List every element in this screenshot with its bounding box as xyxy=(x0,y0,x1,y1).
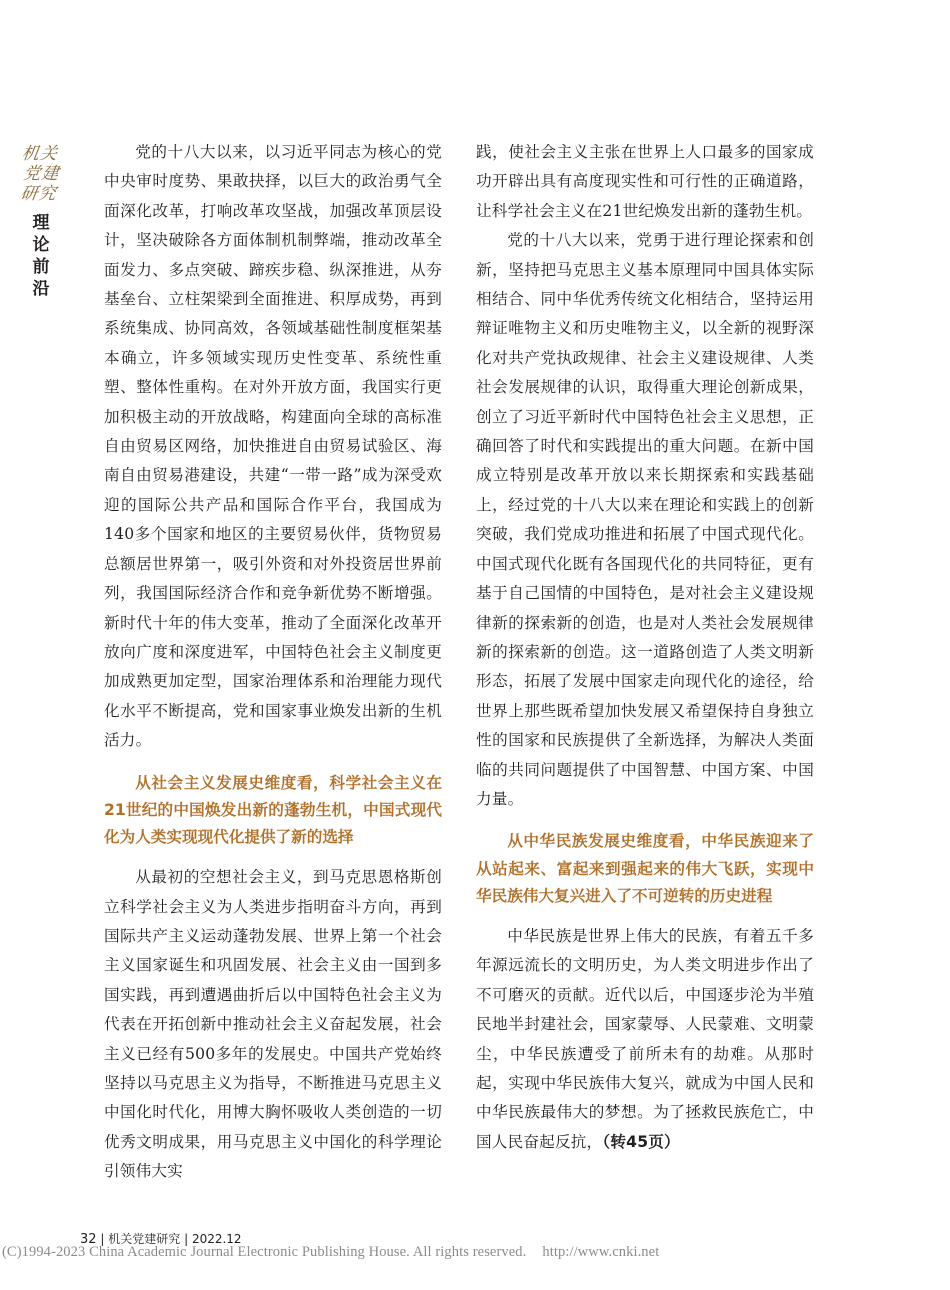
section-heading: 从社会主义发展史维度看，科学社会主义在21世纪的中国焕发出新的蓬勃生机，中国式现代化为人类实现现代化提供了新的选择 xyxy=(104,773,442,846)
logo-line-1: 机关 xyxy=(20,144,60,164)
left-column xyxy=(104,138,442,1187)
paragraph-text: 中华民族是世界上伟大的民族，有着五千多年源远流长的文明历史，为人类文明进步作出了不可磨灭的贡献。近代以后，中国逐步沦为半殖民地半封建社会，国家蒙辱、人民蒙难、文明蒙尘，中华民族遭受了前所未有的劫难。从那时起，实现中华民族伟大复兴，就成为中国人民和中华民族最伟大的梦想。为了拯救民族危亡，中国人民奋起反抗， xyxy=(476,926,814,1151)
section-char: 理 xyxy=(32,213,50,233)
footer-separator-icon: | xyxy=(184,1232,192,1246)
journal-name: 机关党建研究 xyxy=(108,1232,181,1246)
right-column xyxy=(476,138,814,1157)
copyright-text: (C)1994-2023 China Academic Journal Electronic Publishing House. All rights reserved. xyxy=(2,1244,527,1260)
issue-number: 2022.12 xyxy=(191,1232,242,1246)
section-char: 论 xyxy=(32,235,50,255)
footer-separator-icon: | xyxy=(100,1232,109,1246)
logo-line-2: 党建研究 xyxy=(19,164,61,204)
continued-note: （转45页） xyxy=(602,1132,680,1151)
paragraph: 党的十八大以来，党勇于进行理论探索和创新，坚持把马克思主义基本原理同中国具体实际相结合、同中华优秀传统文化相结合，坚持运用辩证唯物主义和历史唯物主义，以全新的视野深化对共产党执政规律、社会主义建设规律、人类社会发展规律的认识，取得重大理论创新成果，创立了习近平新时代中国特色社会主义思想，正确回答了时代和实践提出的重大问题。在新中国成立特别是改革开放以来长期探索和实践基础上，经过党的十八大以来在理论和实践上的创新突破，我们党成功推进和拓展了中国式现代化。中国式现代化既有各国现代化的共同特征，更有基于自己国情的中国特色，是对社会主义建设规律新的探索新的创造，也是对人类社会发展规律新的探索新的创造。这一道路创造了人类文明新形态，拓展了发展中国家走向现代化的途径，给世界上那些既希望加快发展又希望保持自身独立性的国家和民族提供了全新选择，为解决人类面临的共同问题提供了中国智慧、中国方案、中国力量。 xyxy=(476,231,814,808)
paragraph xyxy=(476,922,814,1157)
section-char: 前 xyxy=(32,257,50,277)
paragraph: 从最初的空想社会主义，到马克思恩格斯创立科学社会主义为人类进步指明奋斗方向，再到国际共产主义运动蓬勃发展、世界上第一个社会主义国家诞生和巩固发展、社会主义由一国到多国实践，再到遭遇曲折后以中国特色社会主义为代表在开拓创新中推动社会主义奋起发展，社会主义已经有500多年的发展史。中国共产党始终坚持以马克思主义为指导，不断推进马克思主义中国化时代化，用博大胸怀吸收人类创造的一切优秀文明成果，用马克思主义中国化的科学理论引领伟大实 xyxy=(104,868,442,1181)
journal-logo xyxy=(19,144,62,204)
page-number: 32 xyxy=(80,1232,97,1247)
copyright-watermark xyxy=(2,1244,659,1261)
paragraph: 践，使社会主义主张在世界上人口最多的国家成功开辟出具有高度现实性和可行性的正确道路，让科学社会主义在21世纪焕发出新的蓬勃生机。 xyxy=(476,143,814,220)
section-tag xyxy=(28,212,54,300)
paragraph: 党的十八大以来，以习近平同志为核心的党中央审时度势、果敢抉择，以巨大的政治勇气全面深化改革，打响改革攻坚战，加强改革顶层设计，坚决破除各方面体制机制弊端，推动改革全面发力、多点突破、蹄疾步稳、纵深推进，从夯基垒台、立柱架梁到全面推进、积厚成势，再到系统集成、协同高效，各领域基础性制度框架基本确立，许多领域实现历史性变革、系统性重塑、整体性重构。在对外开放方面，我国实行更加积极主动的开放战略，构建面向全球的高标准自由贸易区网络，加快推进自由贸易试验区、海南自由贸易港建设，共建“一带一路”成为深受欢迎的国际公共产品和国际合作平台，我国成为140多个国家和地区的主要贸易伙伴，货物贸易总额居世界第一，吸引外资和对外投资居世界前列，我国国际经济合作和竞争新优势不断增强。新时代十年的伟大变革，推动了全面深化改革开放向广度和深度进军，中国特色社会主义制度更加成熟更加定型，国家治理体系和治理能力现代化水平不断提高，党和国家事业焕发出新的生机活力。 xyxy=(104,143,442,750)
copyright-url: http://www.cnki.net xyxy=(542,1244,660,1260)
section-heading: 从中华民族发展史维度看，中华民族迎来了从站起来、富起来到强起来的伟大飞跃，实现中华民族伟大复兴进入了不可逆转的历史进程 xyxy=(476,832,814,905)
section-char: 沿 xyxy=(32,279,50,299)
